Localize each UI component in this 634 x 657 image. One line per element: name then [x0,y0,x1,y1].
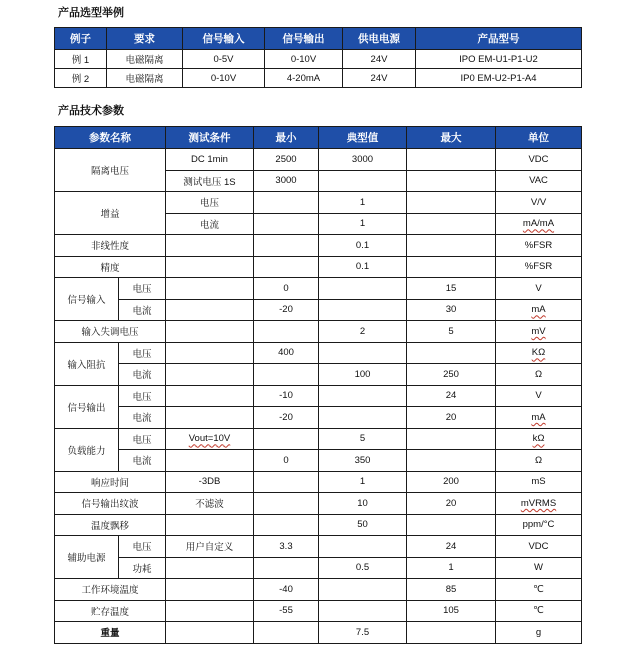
min-value: -55 [254,600,319,622]
unit: VDC [496,149,582,171]
table-cell: 24V [343,50,416,69]
sub-param: 电压 [119,385,166,407]
min-value [254,213,319,235]
min-value [254,256,319,278]
column-header: 最小 [254,127,319,149]
test-condition [166,428,254,450]
test-condition [166,256,254,278]
column-header: 信号输出 [265,28,343,50]
table-cell: 电磁隔离 [107,50,183,69]
sub-param: 电压 [119,342,166,364]
unit-text: mA [531,411,546,423]
test-condition [166,235,254,257]
table-header-row [55,127,582,149]
param-name: 增益 [55,192,166,235]
test-condition [166,321,254,343]
max-value [407,256,496,278]
min-value [254,471,319,493]
test-condition [166,557,254,579]
table-cell: IPO EM-U1-P1-U2 [416,50,582,69]
table-row [55,471,582,493]
test-condition [166,407,254,429]
test-condition: 电压 [166,192,254,214]
typ-value: 1 [319,213,407,235]
test-condition: 测试电压 1S [166,170,254,192]
test-condition: 不滤波 [166,493,254,515]
unit: V [496,385,582,407]
column-header: 参数名称 [55,127,166,149]
table-cell: 例 2 [55,69,107,88]
min-value: -20 [254,299,319,321]
max-value: 20 [407,493,496,515]
table-cell: 电磁隔离 [107,69,183,88]
table-cell: 例 1 [55,50,107,69]
table-row [55,536,582,558]
min-value [254,364,319,386]
max-value: 5 [407,321,496,343]
table-row [55,600,582,622]
param-name: 辅助电源 [55,536,119,579]
typ-value: 5 [319,428,407,450]
table-row [55,192,582,214]
test-condition [166,364,254,386]
unit: %FSR [496,256,582,278]
selection-title: 产品选型举例 [58,7,124,19]
param-name: 输入阻抗 [55,342,119,385]
param-name: 输入失调电压 [55,321,166,343]
column-header: 最大 [407,127,496,149]
unit: W [496,557,582,579]
unit [496,428,582,450]
specs-title: 产品技术参数 [58,105,124,117]
typ-value: 3000 [319,149,407,171]
min-value [254,192,319,214]
typ-value [319,170,407,192]
max-value [407,213,496,235]
test-condition: -3DB [166,471,254,493]
test-condition [166,278,254,300]
typ-value: 10 [319,493,407,515]
unit [496,493,582,515]
test-condition: DC 1min [166,149,254,171]
min-value: 3000 [254,170,319,192]
max-value: 1 [407,557,496,579]
typ-value [319,536,407,558]
table-row [55,299,582,321]
unit-text: mV [531,325,546,337]
test-condition [166,450,254,472]
column-header: 供电电源 [343,28,416,50]
table-row [55,149,582,171]
param-name: 非线性度 [55,235,166,257]
max-value [407,235,496,257]
table-row [55,235,582,257]
min-value [254,428,319,450]
typ-value: 100 [319,364,407,386]
test-condition: 电流 [166,213,254,235]
max-value [407,170,496,192]
table-row [55,256,582,278]
typ-value [319,600,407,622]
table-row [55,385,582,407]
min-value: -40 [254,579,319,601]
unit: VAC [496,170,582,192]
param-name: 工作环境温度 [55,579,166,601]
unit [496,321,582,343]
max-value [407,622,496,644]
typ-value: 1 [319,192,407,214]
typ-value: 2 [319,321,407,343]
sub-param: 功耗 [119,557,166,579]
unit-text: kΩ [532,433,545,445]
table-cell: IP0 EM-U2-P1-A4 [416,69,582,88]
param-name: 信号输入 [55,278,119,321]
table-cell: 24V [343,69,416,88]
max-value [407,514,496,536]
max-value: 24 [407,385,496,407]
column-header: 信号输入 [183,28,265,50]
table-cell: 0-5V [183,50,265,69]
column-header: 例子 [55,28,107,50]
min-value: 3.3 [254,536,319,558]
table-row [55,407,582,429]
max-value: 24 [407,536,496,558]
param-name: 信号输出 [55,385,119,428]
max-value [407,149,496,171]
table-row [55,342,582,364]
min-value: 0 [254,278,319,300]
unit: Ω [496,450,582,472]
table-row [55,557,582,579]
unit [496,407,582,429]
max-value: 85 [407,579,496,601]
test-condition [166,600,254,622]
min-value [254,622,319,644]
max-value: 200 [407,471,496,493]
min-value: 400 [254,342,319,364]
typ-value: 7.5 [319,622,407,644]
min-value [254,557,319,579]
unit [496,299,582,321]
min-value: -10 [254,385,319,407]
min-value: 0 [254,450,319,472]
min-value: 2500 [254,149,319,171]
column-header: 要求 [107,28,183,50]
test-condition [166,514,254,536]
param-name: 信号输出纹波 [55,493,166,515]
sub-param: 电压 [119,428,166,450]
max-value [407,342,496,364]
column-header: 测试条件 [166,127,254,149]
unit [496,213,582,235]
selection-table [54,27,582,88]
table-row [55,69,582,88]
column-header: 单位 [496,127,582,149]
typ-value [319,299,407,321]
table-cell: 0-10V [183,69,265,88]
table-row [55,579,582,601]
test-condition [166,579,254,601]
unit: VDC [496,536,582,558]
table-row [55,622,582,644]
unit: ℃ [496,579,582,601]
test-condition [166,385,254,407]
condition-text: Vout=10V [188,433,231,445]
table-row [55,428,582,450]
min-value [254,235,319,257]
column-header: 产品型号 [416,28,582,50]
max-value: 20 [407,407,496,429]
typ-value [319,342,407,364]
table-row [55,450,582,472]
sub-param: 电流 [119,407,166,429]
max-value: 30 [407,299,496,321]
test-condition [166,622,254,644]
typ-value: 1 [319,471,407,493]
param-name: 贮存温度 [55,600,166,622]
unit-text: mA/mA [522,218,555,230]
unit: %FSR [496,235,582,257]
table-cell: 4-20mA [265,69,343,88]
param-name: 温度飘移 [55,514,166,536]
param-name: 隔离电压 [55,149,166,192]
max-value: 250 [407,364,496,386]
specs-table [54,126,582,644]
param-name: 重量 [55,622,166,644]
column-header: 典型值 [319,127,407,149]
unit: ppm/°C [496,514,582,536]
table-header-row [55,28,582,50]
typ-value [319,278,407,300]
param-name: 响应时间 [55,471,166,493]
unit-text: mVRMS [520,497,557,509]
sub-param: 电流 [119,299,166,321]
table-row [55,50,582,69]
test-condition [166,299,254,321]
table-row [55,278,582,300]
sub-param: 电流 [119,450,166,472]
max-value: 105 [407,600,496,622]
sub-param: 电流 [119,364,166,386]
max-value [407,428,496,450]
typ-value: 350 [319,450,407,472]
min-value [254,514,319,536]
typ-value: 0.1 [319,235,407,257]
unit-text: mA [531,304,546,316]
unit: V [496,278,582,300]
max-value [407,192,496,214]
sub-param: 电压 [119,278,166,300]
unit-text: KΩ [531,347,546,359]
unit: Ω [496,364,582,386]
table-row [55,493,582,515]
typ-value [319,385,407,407]
typ-value: 50 [319,514,407,536]
table-cell: 0-10V [265,50,343,69]
unit: mS [496,471,582,493]
test-condition [166,342,254,364]
table-row [55,514,582,536]
table-row [55,364,582,386]
unit [496,342,582,364]
table-row [55,321,582,343]
min-value: -20 [254,407,319,429]
sub-param: 电压 [119,536,166,558]
param-name: 负载能力 [55,428,119,471]
unit: g [496,622,582,644]
typ-value: 0.5 [319,557,407,579]
max-value: 15 [407,278,496,300]
unit: ℃ [496,600,582,622]
test-condition: 用户自定义 [166,536,254,558]
min-value [254,321,319,343]
typ-value [319,407,407,429]
typ-value: 0.1 [319,256,407,278]
typ-value [319,579,407,601]
max-value [407,450,496,472]
param-name: 精度 [55,256,166,278]
unit: V/V [496,192,582,214]
min-value [254,493,319,515]
